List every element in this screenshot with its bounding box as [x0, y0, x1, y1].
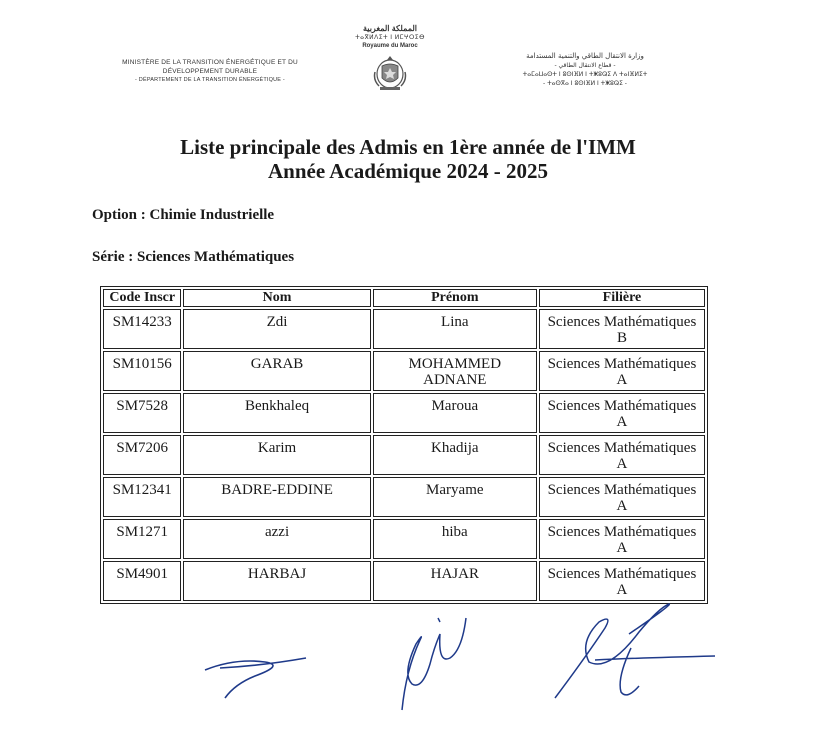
kingdom-arabic: المملكة المغربية — [363, 24, 417, 33]
cell-prenom: hiba — [373, 519, 537, 559]
signature-2 — [392, 610, 482, 720]
header-filiere: Filière — [539, 289, 705, 307]
cell-nom: GARAB — [183, 351, 370, 391]
cell-code: SM4901 — [103, 561, 181, 601]
cell-filiere: Sciences Mathématiques A — [539, 519, 705, 559]
kingdom-header — [335, 24, 445, 92]
ministry-name-line1: MINISTÈRE DE LA TRANSITION ÉNERGÉTIQUE ET DU — [122, 59, 298, 66]
cell-prenom: Khadija — [373, 435, 537, 475]
cell-code: SM1271 — [103, 519, 181, 559]
signature-3 — [545, 598, 720, 708]
cell-code: SM14233 — [103, 309, 181, 349]
table-header-row — [103, 289, 705, 307]
signature-1 — [200, 630, 310, 700]
cell-code: SM10156 — [103, 351, 181, 391]
cell-code: SM12341 — [103, 477, 181, 517]
table-row — [103, 393, 705, 433]
table-row — [103, 477, 705, 517]
ministry-tifinagh-line1: ⵜⴰⵎⴰⵡⴰⵙⵜ ⵏ ⵓⵙⵏⴼⵍ ⵏ ⵜⵥⵓⵕⵉ ⴷ ⵜⴰⵏⴼⵍⵉⵜ — [522, 71, 648, 78]
option-label: Option : Chimie Industrielle — [92, 207, 275, 223]
title-line2: Année Académique 2024 - 2025 — [268, 159, 548, 183]
cell-code: SM7528 — [103, 393, 181, 433]
ministry-name-line2: DÉVELOPPEMENT DURABLE — [162, 68, 258, 75]
cell-prenom: Maroua — [373, 393, 537, 433]
table-row — [103, 309, 705, 349]
ministry-arabic-line2: - قطاع الانتقال الطاقي - — [554, 62, 616, 69]
table-row — [103, 351, 705, 391]
cell-prenom: MOHAMMED ADNANE — [373, 351, 537, 391]
cell-nom: Benkhaleq — [183, 393, 370, 433]
cell-nom: HARBAJ — [183, 561, 370, 601]
cell-nom: azzi — [183, 519, 370, 559]
cell-filiere: Sciences Mathématiques B — [539, 309, 705, 349]
admitted-students-table — [100, 286, 708, 604]
table-row — [103, 519, 705, 559]
cell-nom: Karim — [183, 435, 370, 475]
department-name: - DÉPARTEMENT DE LA TRANSITION ÉNERGÉTIQUE - — [135, 77, 285, 83]
cell-filiere: Sciences Mathématiques A — [539, 561, 705, 601]
header-nom: Nom — [183, 289, 370, 307]
table-row — [103, 435, 705, 475]
cell-prenom: Maryame — [373, 477, 537, 517]
kingdom-french: Royaume du Maroc — [362, 43, 418, 49]
table-row — [103, 561, 705, 601]
ministry-tifinagh-line2: - ⵜⴰⵙⴳⴰ ⵏ ⵓⵙⵏⴼⵍ ⵏ ⵜⵥⵓⵕⵉ - — [543, 80, 627, 87]
ministry-arabic-line1: وزارة الانتقال الطاقي والتنمية المستدامة — [526, 52, 644, 60]
cell-filiere: Sciences Mathématiques A — [539, 351, 705, 391]
kingdom-tifinagh: ⵜⴰⴳⵍⴷⵉⵜ ⵏ ⵍⵎⵖⵔⵉⴱ — [355, 35, 425, 41]
serie-label: Série : Sciences Mathématiques — [92, 249, 295, 265]
document-title — [0, 135, 816, 183]
cell-prenom: Lina — [373, 309, 537, 349]
cell-nom: Zdi — [183, 309, 370, 349]
cell-filiere: Sciences Mathématiques A — [539, 477, 705, 517]
ministry-header-arabic — [440, 52, 730, 88]
header-code: Code Inscr — [103, 289, 181, 307]
cell-nom: BADRE-EDDINE — [183, 477, 370, 517]
header-prenom: Prénom — [373, 289, 537, 307]
cell-filiere: Sciences Mathématiques A — [539, 435, 705, 475]
cell-prenom: HAJAR — [373, 561, 537, 601]
cell-code: SM7206 — [103, 435, 181, 475]
title-line1: Liste principale des Admis en 1ère année de l'IMM — [180, 135, 636, 159]
ministry-header-french — [80, 58, 340, 85]
cell-filiere: Sciences Mathématiques A — [539, 393, 705, 433]
coat-of-arms-icon — [372, 54, 408, 92]
